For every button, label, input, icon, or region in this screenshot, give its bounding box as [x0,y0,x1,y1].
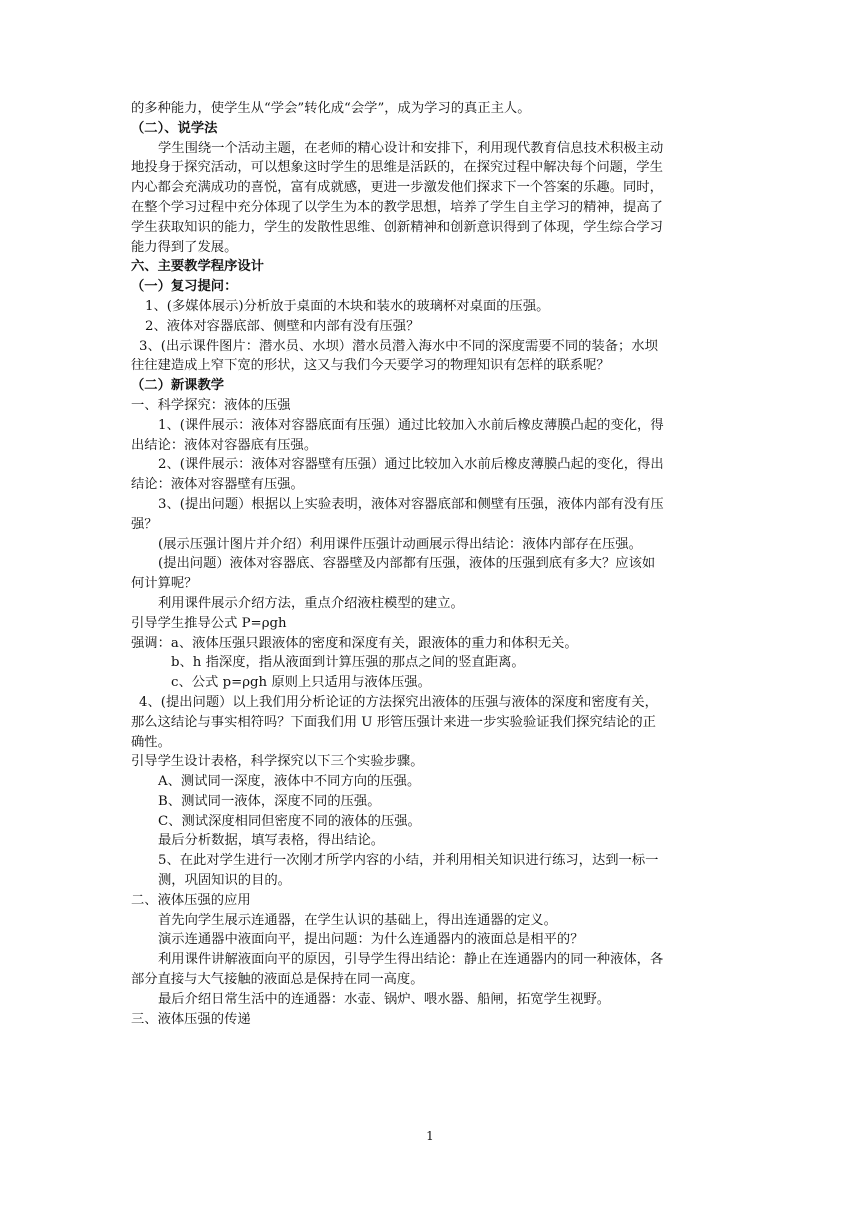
text-line: 一、科学探究：液体的压强 [131,397,291,413]
text-line: A、测试同一深度，液体中不同方向的压强。 [158,774,421,790]
text-line: 引导学生设计表格，科学探究以下三个实验步骤。 [131,754,424,770]
text-line: 最后分析数据，填写表格，得出结论。 [158,833,385,849]
text-line: b、h 指深度，指从液面到计算压强的那点之间的竖直距离。 [171,655,525,671]
text-line: 部分直接与大气接触的液面总是保持在同一高度。 [131,972,424,988]
section-heading: （二）、说学法 [131,120,218,136]
text-line: 引导学生推导公式 P=ρgh [131,615,287,631]
document-body [131,99,731,1029]
text-line: 5、在此对学生进行一次刚才所学内容的小结，并利用相关知识进行练习，达到一标一 [158,853,659,869]
page-number: 1 [426,1129,434,1143]
section-heading: （二）新课教学 [131,378,225,394]
text-line: 学生围绕一个活动主题，在老师的精心设计和安排下，利用现代教育信息技术积极主动 [158,140,664,156]
text-line: 确性。 [131,734,171,750]
text-line: 能力得到了发展。 [131,239,238,255]
text-line: 演示连通器中液面向平，提出问题：为什么连通器内的液面总是相平的？ [158,932,584,948]
text-line: 出结论：液体对容器底有压强。 [131,437,318,453]
text-line: c、公式 p=ρgh 原则上只适用与液体压强。 [171,675,431,691]
text-line: 2、(课件展示：液体对容器壁有压强）通过比较加入水前后橡皮薄膜凸起的变化，得出 [158,457,664,473]
text-line: 2、液体对容器底部、侧壁和内部有没有压强？ [145,318,420,334]
text-line: 往往建造成上窄下宽的形状，这又与我们今天要学习的物理知识有怎样的联系呢？ [131,358,610,374]
text-line: 的多种能力，使学生从“学会”转化成“会学”，成为学习的真正主人。 [131,101,531,116]
text-line: 1、(课件展示：液体对容器底面有压强）通过比较加入水前后橡皮薄膜凸起的变化，得 [158,417,664,433]
text-line: 结论：液体对容器壁有压强。 [131,477,304,493]
text-line: 3、(出示课件图片：潜水员、水坝）潜水员潜入海水中不同的深度需要不同的装备；水坝 [139,338,658,354]
text-line: 强？ [131,516,158,532]
text-line: 强调：a、液体压强只跟液体的密度和深度有关，跟液体的重力和体积无关。 [131,635,578,651]
text-line: 最后介绍日常生活中的连通器：水壶、锅炉、喂水器、船闸，拓宽学生视野。 [158,991,611,1007]
text-line: 那么这结论与事实相符吗？下面我们用 U 形管压强计来进一步实验验证我们探究结论的正 [131,714,656,730]
text-line: 首先向学生展示连通器，在学生认识的基础上，得出连通器的定义。 [158,912,557,928]
text-line: 二、液体压强的应用 [131,892,251,908]
section-heading: 六、主要教学程序设计 [131,259,264,275]
text-line: (展示压强计图片并介绍）利用课件压强计动画展示得出结论：液体内部存在压强。 [158,536,642,552]
text-line: 地投身于探究活动，可以想象这时学生的思维是活跃的，在探究过程中解决每个问题，学生 [131,160,663,176]
text-line: 利用课件讲解液面向平的原因，引导学生得出结论：静止在连通器内的同一种液体，各 [158,952,664,968]
text-line: 学生获取知识的能力，学生的发散性思维、创新精神和创新意识得到了体现，学生综合学习 [131,219,663,235]
text-line: 内心都会充满成功的喜悦，富有成就感，更进一步激发他们探求下一个答案的乐趣。同时， [131,180,663,196]
text-line: 4、(提出问题）以上我们用分析论证的方法探究出液体的压强与液体的深度和密度有关， [139,694,658,710]
text-line: 3、(提出问题）根据以上实验表明，液体对容器底部和侧壁有压强，液体内部有没有压 [158,496,664,512]
text-line: (提出问题）液体对容器底、容器壁及内部都有压强，液体的压强到底有多大？应该如 [158,556,656,572]
text-line: 何计算呢？ [131,576,198,592]
section-heading: （一）复习提问： [131,279,238,295]
text-line: 三、液体压强的传递 [131,1011,251,1027]
text-line: 在整个学习过程中充分体现了以学生为本的教学思想，培养了学生自主学习的精神，提高了 [131,199,663,215]
text-line: B、测试同一液体，深度不同的压强。 [158,793,381,809]
text-line: 1、(多媒体展示)分析放于桌面的木块和装水的玻璃杯对桌面的压强。 [145,298,550,314]
text-line: 利用课件展示介绍方法，重点介绍液柱模型的建立。 [158,595,464,611]
text-line: 测，巩固知识的目的。 [158,873,291,889]
text-line: C、测试深度相同但密度不同的液体的压强。 [158,813,421,829]
